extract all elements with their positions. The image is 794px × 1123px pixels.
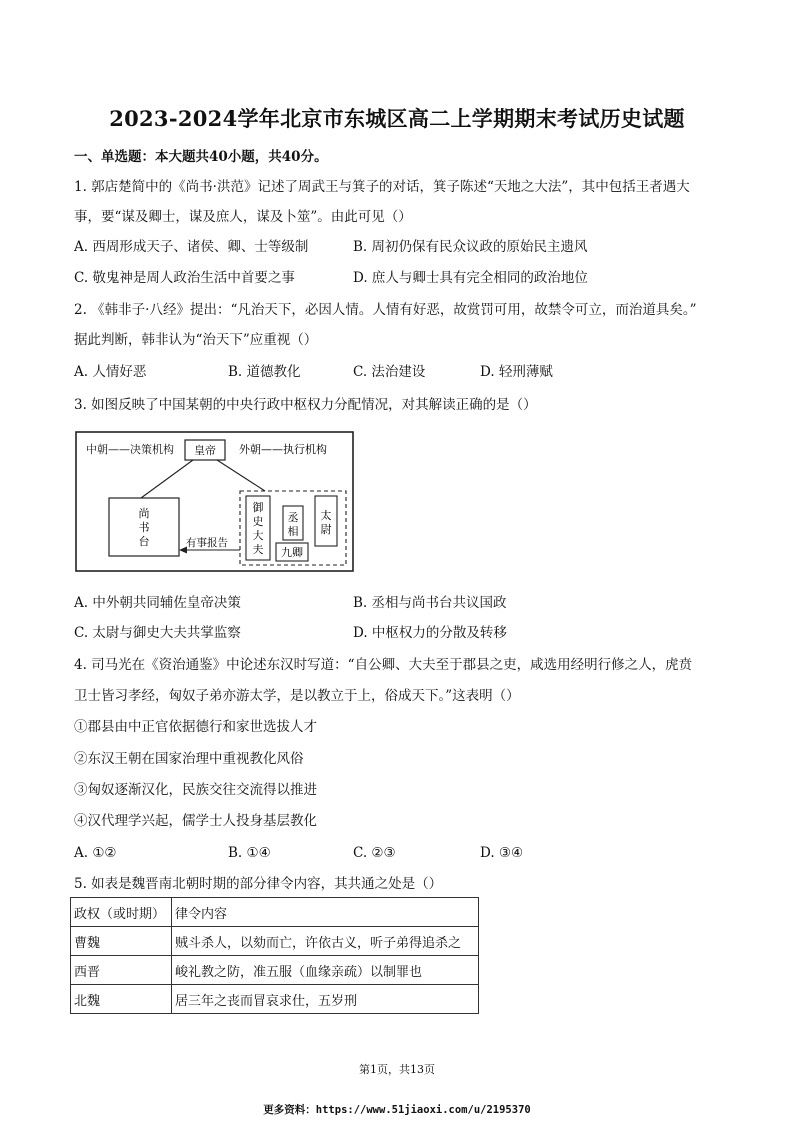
svg-text:史: 史	[252, 515, 264, 528]
shangshu-char2: 书	[138, 521, 150, 534]
table-cell: 曹魏	[71, 927, 172, 956]
q4-option-c: C. ②③	[353, 845, 396, 861]
power-structure-diagram	[75, 431, 355, 573]
q2-stem-line1: 2. 《韩非子·八经》提出：“凡治天下，必因人情。人情有好恶，故赏罚可用，故禁令可立，而治道具矣。”	[74, 302, 697, 318]
table-row	[71, 927, 479, 956]
page-title: 2023-2024学年北京市东城区高二上学期期末考试历史试题	[109, 106, 685, 131]
q4-item-2: ②东汉王朝在国家治理中重视教化风俗	[74, 751, 304, 767]
shangshu-char1: 尚	[138, 507, 150, 520]
svg-text:御: 御	[252, 501, 264, 514]
q1-option-b: B. 周初仍保有民众议政的原始民主遗风	[353, 239, 588, 255]
q2-stem-line2: 据此判断，韩非认为“治天下”应重视（）	[74, 332, 318, 348]
q2-option-d: D. 轻刑薄赋	[480, 364, 553, 380]
q4-stem-line1: 4. 司马光在《资治通鉴》中论述东汉时写道：“自公卿、大夫至于郡县之吏，咸选用经明行修之人，虎贲	[74, 657, 693, 673]
svg-text:尉: 尉	[320, 523, 332, 536]
source-link[interactable]: 更多资料：https://www.51jiaoxi.com/u/2195370	[263, 1104, 531, 1116]
table-row	[71, 956, 479, 985]
table-cell: 峻礼教之防，准五服（血缘亲疏）以制罪也	[172, 956, 479, 985]
q3-option-c: C. 太尉与御史大夫共掌监察	[74, 625, 241, 641]
q1-option-d: D. 庶人与卿士具有完全相同的政治地位	[353, 270, 588, 286]
q4-stem-line2: 卫士皆习孝经，匈奴子弟亦游太学，是以教立于上，俗成天下。”这表明（）	[74, 688, 520, 704]
svg-text:相: 相	[287, 525, 299, 538]
q4-item-1: ①郡县由中正官依据德行和家世选拔人才	[74, 719, 317, 735]
table-cell: 贼斗杀人，以劾而亡，许依古义，听子弟得追杀之	[172, 927, 479, 956]
jiuqing-label: 九卿	[281, 546, 303, 559]
q3-stem: 3. 如图反映了中国某朝的中央行政中枢权力分配情况，对其解读正确的是（）	[74, 397, 537, 413]
table-row	[71, 985, 479, 1014]
q2-option-b: B. 道德教化	[228, 364, 301, 380]
page-number: 第1页，共13页	[359, 1063, 435, 1076]
table-cell: 北魏	[71, 985, 172, 1014]
q1-stem-line2: 事，要“谋及卿士，谋及庶人，谋及卜筮”。由此可见（）	[74, 209, 412, 225]
q5-stem: 5. 如表是魏晋南北朝时期的部分律令内容，其共通之处是（）	[74, 876, 443, 892]
q2-option-a: A. 人情好恶	[74, 364, 147, 380]
svg-text:太: 太	[320, 509, 332, 522]
table-cell: 西晋	[71, 956, 172, 985]
q2-option-c: C. 法治建设	[353, 364, 426, 380]
q1-stem-line1: 1. 郭店楚简中的《尚书·洪范》记述了周武王与箕子的对话，箕子陈述“天地之大法”，其中包括王者遇大	[74, 179, 690, 195]
table-header-row	[71, 898, 479, 927]
svg-text:大: 大	[252, 529, 264, 542]
q4-option-b: B. ①④	[228, 845, 271, 861]
emperor-label: 皇帝	[194, 444, 216, 457]
table-cell: 居三年之丧而冒哀求仕，五岁刑	[172, 985, 479, 1014]
table-header-cell: 律令内容	[172, 898, 479, 927]
q4-item-3: ③匈奴逐渐汉化，民族交往交流得以推进	[74, 782, 317, 798]
q4-item-4: ④汉代理学兴起，儒学士人投身基层教化	[74, 813, 317, 829]
outer-court-label: 外朝——执行机构	[239, 443, 327, 456]
law-table	[70, 897, 479, 1014]
q3-option-d: D. 中枢权力的分散及转移	[353, 625, 507, 641]
table-header-cell: 政权（或时期）	[71, 898, 172, 927]
svg-text:夫: 夫	[252, 543, 264, 556]
q4-option-a: A. ①②	[74, 845, 117, 861]
q1-option-a: A. 西周形成天子、诸侯、卿、士等级制	[74, 239, 309, 255]
q1-option-c: C. 敬鬼神是周人政治生活中首要之事	[74, 270, 295, 286]
report-label: 有事报告	[186, 537, 228, 549]
svg-text:丞: 丞	[287, 511, 299, 524]
inner-court-label: 中朝——决策机构	[86, 443, 174, 456]
q4-option-d: D. ③④	[480, 845, 524, 861]
q3-option-b: B. 丞相与尚书台共议国政	[353, 595, 507, 611]
section-heading: 一、单选题：本大题共40小题，共40分。	[74, 149, 328, 165]
q3-option-a: A. 中外朝共同辅佐皇帝决策	[74, 595, 241, 611]
shangshu-char3: 台	[138, 535, 150, 548]
